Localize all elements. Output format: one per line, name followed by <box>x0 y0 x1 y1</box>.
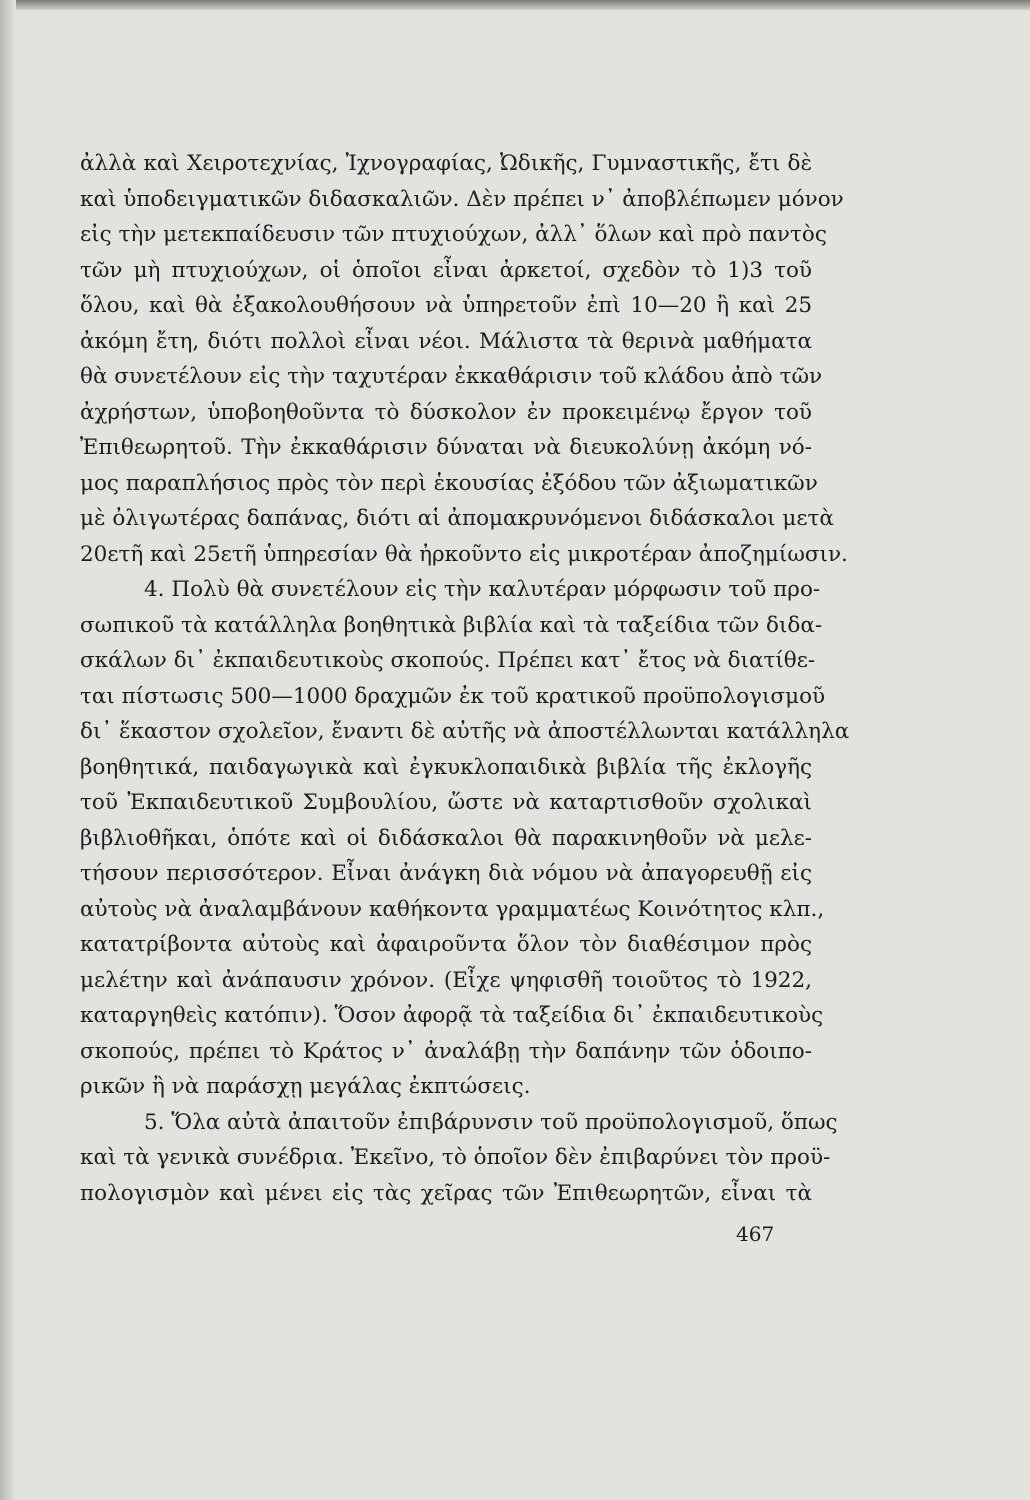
text-line: τήσουν περισσότερον. Εἶναι ἀνάγκη διὰ νόμου νὰ ἀπαγορευθῇ εἰς <box>80 861 812 886</box>
text-line: σκοπούς, πρέπει τὸ Κράτος ν᾿ ἀναλάβῃ τὴν δαπάνην τῶν ὁδοιπο- <box>80 1038 812 1064</box>
paragraph-5-start: 5. Ὅλα αὐτὰ ἀπαιτοῦν ἐπιβάρυνσιν τοῦ προϋπολογισμοῦ, ὅπως <box>144 1109 838 1135</box>
paragraph-4-start: 4. Πολὺ θὰ συνετέλουν εἰς τὴν καλυτέραν μόρφωσιν τοῦ προ- <box>144 577 821 602</box>
text-line: εἰς τὴν μετεκπαίδευσιν τῶν πτυχιούχων, ἀλλ᾿ ὅλων καὶ πρὸ παντὸς <box>80 222 827 247</box>
page-top-edge <box>0 0 1030 10</box>
text-line: κατατρίβοντα αὐτοὺς καὶ ἀφαιροῦντα ὅλον τὸν διαθέσιμον πρὸς <box>80 932 812 957</box>
text-line: τοῦ Ἐκπαιδευτικοῦ Συμβουλίου, ὥστε νὰ καταρτισθοῦν σχολικαὶ <box>80 790 812 815</box>
page-gutter-shadow <box>0 0 16 1500</box>
text-line: καὶ τὰ γενικὰ συνέδρια. Ἐκεῖνο, τὸ ὁποῖον δὲν ἐπιβαρύνει τὸν προϋ- <box>80 1145 831 1170</box>
text-line: ἀλλὰ καὶ Χειροτεχνίας, Ἰχνογραφίας, Ὠδικῆς, Γυμναστικῆς, ἔτι δὲ <box>80 151 812 176</box>
text-line: καὶ ὑποδειγματικῶν διδασκαλιῶν. Δὲν πρέπει ν᾿ ἀποβλέπωμεν μόνον <box>80 186 844 212</box>
text-line: σωπικοῦ τὰ κατάλληλα βοηθητικὰ βιβλία καὶ τὰ ταξείδια τῶν διδα- <box>80 612 823 638</box>
text-line: Ἐπιθεωρητοῦ. Τὴν ἐκκαθάρισιν δύναται νὰ διευκολύνῃ ἀκόμη νό- <box>80 435 812 460</box>
text-line: αὐτοὺς νὰ ἀναλαμβάνουν καθήκοντα γραμματέως Κοινότητος κλπ., <box>80 896 825 922</box>
text-line: ἀχρήστων, ὑποβοηθοῦντα τὸ δύσκολον ἐν προκειμένῳ ἔργον τοῦ <box>80 399 812 425</box>
text-line: μος παραπλήσιος πρὸς τὸν περὶ ἑκουσίας ἐξόδου τῶν ἀξιωματικῶν <box>80 470 818 496</box>
text-line: 20ετῆ καὶ 25ετῆ ὑπηρεσίαν θὰ ἠρκοῦντο εἰς μικροτέραν ἀποζημίωσιν. <box>80 541 848 567</box>
text-line: μελέτην καὶ ἀνάπαυσιν χρόνον. (Εἶχε ψηφισθῆ τοιοῦτος τὸ 1922, <box>80 967 812 993</box>
text-line: δι᾿ ἕκαστον σχολεῖον, ἔναντι δὲ αὐτῆς νὰ ἀποστέλλωνται κατάλληλα <box>80 719 850 744</box>
text-line: βοηθητικά, παιδαγωγικὰ καὶ ἐγκυκλοπαιδικὰ βιβλία τῆς ἐκλογῆς <box>80 754 812 780</box>
page-number: 467 <box>736 1222 775 1246</box>
text-line: ρικῶν ἢ νὰ παράσχῃ μεγάλας ἐκπτώσεις. <box>80 1074 531 1099</box>
text-line: θὰ συνετέλουν εἰς τὴν ταχυτέραν ἐκκαθάρισιν τοῦ κλάδου ἀπὸ τῶν <box>80 364 823 389</box>
text-line: ται πίστωσις 500—1000 δραχμῶν ἐκ τοῦ κρατικοῦ προϋπολογισμοῦ <box>80 683 826 709</box>
text-line: ἀκόμη ἔτη, διότι πολλοὶ εἶναι νέοι. Μάλιστα τὰ θερινὰ μαθήματα <box>80 328 812 354</box>
body-text <box>80 146 850 1211</box>
text-line: σκάλων δι᾿ ἐκπαιδευτικοὺς σκοπούς. Πρέπει κατ᾿ ἔτος νὰ διατίθε- <box>80 648 816 673</box>
text-line: βιβλιοθῆκαι, ὁπότε καὶ οἱ διδάσκαλοι θὰ παρακινηθοῦν νὰ μελε- <box>80 825 812 851</box>
text-line: πολογισμὸν καὶ μένει εἰς τὰς χεῖρας τῶν Ἐπιθεωρητῶν, εἶναι τὰ <box>80 1180 812 1206</box>
text-line: τῶν μὴ πτυχιούχων, οἱ ὁποῖοι εἶναι ἀρκετοί, σχεδὸν τὸ 1)3 τοῦ <box>80 257 812 283</box>
text-line: μὲ ὀλιγωτέρας δαπάνας, διότι αἱ ἀπομακρυνόμενοι διδάσκαλοι μετὰ <box>80 506 834 531</box>
text-line: καταργηθεὶς κατόπιν). Ὅσον ἀφορᾷ τὰ ταξείδια δι᾿ ἐκπαιδευτικοὺς <box>80 1003 824 1028</box>
text-line: ὅλου, καὶ θὰ ἐξακολουθήσουν νὰ ὑπηρετοῦν ἐπὶ 10—20 ἢ καὶ 25 <box>80 293 812 318</box>
